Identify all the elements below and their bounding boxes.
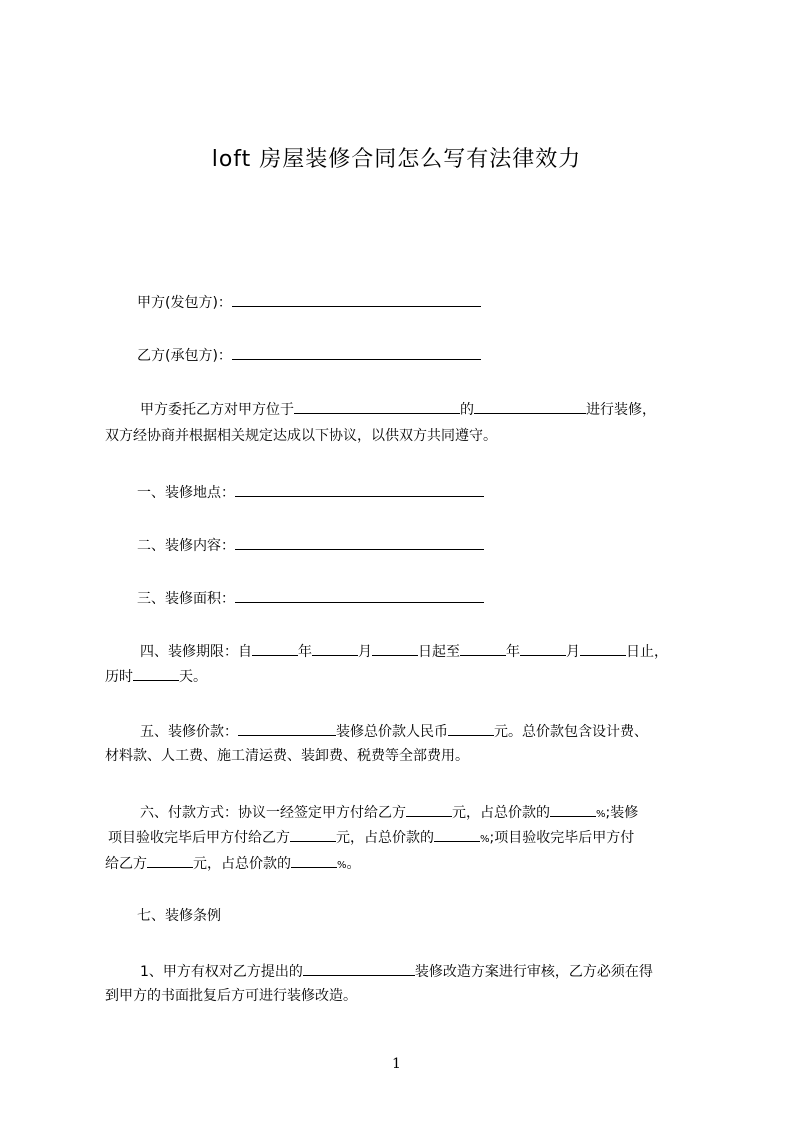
item-6-text: 六、付款方式：协议一经签定甲方付给乙方	[140, 805, 406, 821]
third-payment-blank[interactable]	[147, 852, 193, 868]
decoration-content-blank[interactable]	[235, 534, 484, 550]
clause-1-text-2: 装修改造方案进行审核，乙方必须在得	[414, 964, 653, 980]
total-amount-blank[interactable]	[448, 720, 494, 736]
percent-text: 元，占总价款的	[336, 830, 434, 846]
party-b-line	[137, 344, 481, 366]
intro-text-1: 甲方委托乙方对甲方位于	[140, 402, 294, 418]
clause-1-text: 1、甲方有权对乙方提出的	[140, 964, 303, 980]
percent-sign: %	[337, 860, 347, 871]
end-day-blank[interactable]	[580, 640, 626, 656]
page-number: 1	[392, 1056, 401, 1072]
intro-text-2: 的	[460, 402, 474, 418]
party-a-label: 甲方(发包方)：	[137, 295, 232, 311]
object-blank[interactable]	[474, 398, 586, 414]
acceptance-text-2: ;项目验收完毕后甲方付	[489, 830, 635, 846]
month-label: 月	[566, 644, 580, 660]
location-blank[interactable]	[294, 398, 460, 414]
start-day-blank[interactable]	[372, 640, 418, 656]
year-label: 年	[506, 644, 520, 660]
item-4-text: 四、装修期限：自	[140, 644, 252, 660]
party-b-label: 乙方(承包方)：	[137, 348, 232, 364]
acceptance-text: 项目验收完毕后甲方付给乙方	[108, 830, 290, 846]
item-2-line	[137, 534, 484, 556]
price-blank[interactable]	[238, 720, 336, 736]
duration-days-blank[interactable]	[133, 665, 179, 681]
year-label: 年	[298, 644, 312, 660]
first-percent-blank[interactable]	[550, 801, 596, 817]
item-4-line-1	[140, 640, 668, 662]
total-price-text: 装修总价款人民币	[336, 724, 448, 740]
percent-sign: %	[480, 834, 490, 845]
day-to-label: 日起至	[418, 644, 460, 660]
price-includes-text: 元。总价款包含设计费、	[494, 724, 648, 740]
duration-label: 历时	[105, 669, 133, 685]
item-5-line-2: 材料款、人工费、施工清运费、装卸费、税费等全部费用。	[105, 748, 469, 764]
end-month-blank[interactable]	[520, 640, 566, 656]
start-year-blank[interactable]	[252, 640, 298, 656]
end-year-blank[interactable]	[460, 640, 506, 656]
item-3-label: 三、装修面积：	[137, 591, 235, 607]
clause-1-line-1	[140, 960, 653, 982]
item-3-line	[137, 587, 484, 609]
item-1-line	[137, 481, 484, 503]
decoration-location-blank[interactable]	[235, 481, 484, 497]
start-month-blank[interactable]	[312, 640, 358, 656]
period-text: 。	[346, 856, 361, 872]
plan-blank[interactable]	[303, 960, 415, 976]
item-4-line-2	[105, 665, 207, 687]
clause-1-line-2: 到甲方的书面批复后方可进行装修改造。	[105, 988, 357, 1004]
item-6-line-2	[108, 826, 634, 850]
item-5-label: 五、装修价款：	[140, 724, 238, 740]
decoration-area-blank[interactable]	[235, 587, 484, 603]
item-5-line-1	[140, 720, 648, 742]
month-label: 月	[358, 644, 372, 660]
to-party-b-text: 给乙方	[105, 856, 147, 872]
second-percent-blank[interactable]	[434, 826, 480, 842]
third-percent-blank[interactable]	[291, 852, 337, 868]
item-2-label: 二、装修内容：	[137, 538, 235, 554]
item-6-line-3	[105, 852, 361, 876]
intro-line-2: 双方经协商并根据相关规定达成以下协议，以供双方共同遵守。	[105, 428, 497, 444]
page-title: loft 房屋装修合同怎么写有法律效力	[211, 147, 582, 172]
days-label: 天。	[179, 669, 207, 685]
party-b-blank[interactable]	[232, 344, 481, 360]
day-end-label: 日止，	[626, 644, 668, 660]
intro-line-1	[140, 398, 656, 420]
party-a-blank[interactable]	[232, 291, 481, 307]
first-payment-blank[interactable]	[406, 801, 452, 817]
second-payment-blank[interactable]	[290, 826, 336, 842]
item-6-line-1	[140, 801, 638, 825]
item-1-label: 一、装修地点：	[137, 485, 235, 501]
decoration-text: ;装修	[605, 805, 639, 821]
intro-text-3: 进行装修，	[586, 402, 656, 418]
percent-text: 元，占总价款的	[452, 805, 550, 821]
percent-text: 元，占总价款的	[193, 856, 291, 872]
item-7-heading: 七、装修条例	[137, 908, 221, 924]
party-a-line	[137, 291, 481, 313]
percent-sign: %	[596, 809, 606, 820]
